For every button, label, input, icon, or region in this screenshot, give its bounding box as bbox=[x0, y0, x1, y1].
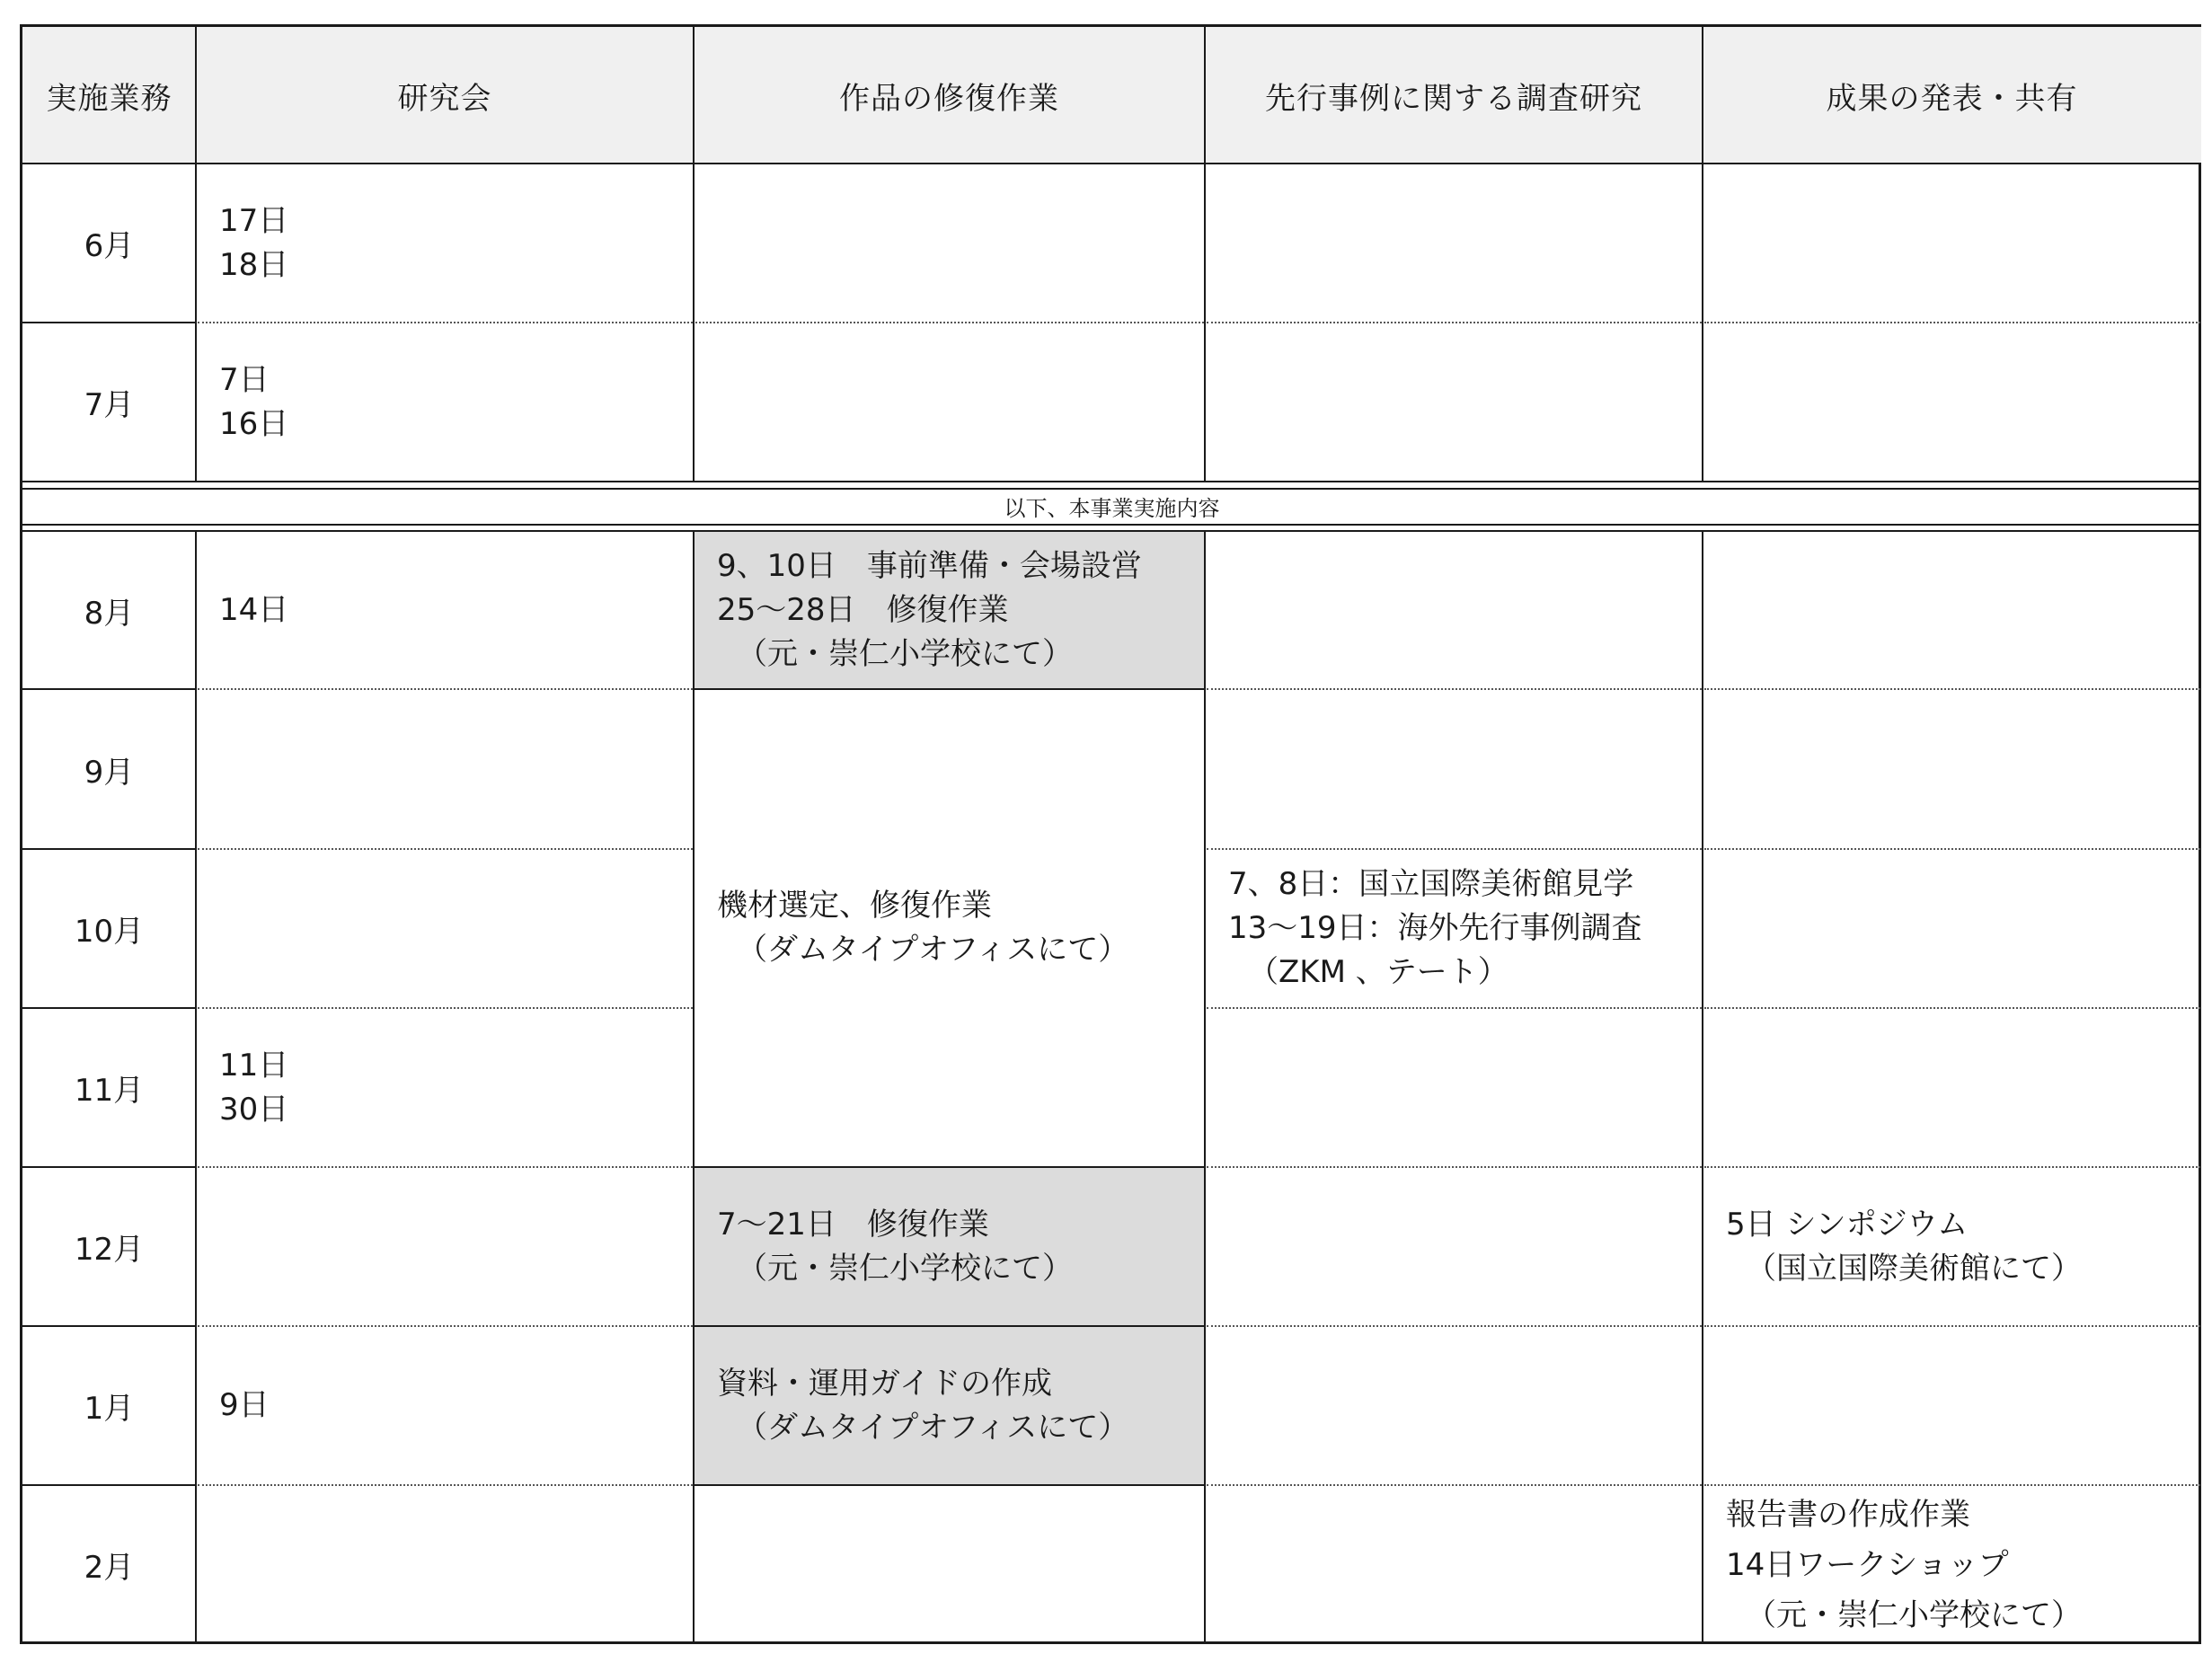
dot-kenkyukai-2 bbox=[198, 688, 693, 690]
shufuku-aug-line-1: 9、10日 事前準備・会場設営 bbox=[717, 547, 1142, 584]
rule-month-5 bbox=[22, 1166, 196, 1168]
col-rule-3-top bbox=[1204, 27, 1206, 482]
col-rule-3-bottom bbox=[1204, 531, 1206, 1641]
col-rule-2-top bbox=[693, 27, 695, 482]
chosa-oct bbox=[1205, 849, 1703, 1008]
dot-chosa-6 bbox=[1207, 1325, 1702, 1327]
kenkyukai-nov bbox=[196, 1008, 694, 1167]
rule-shufuku-aug-bottom bbox=[694, 688, 1205, 690]
kenkyukai-nov-line-1: 11日 bbox=[219, 1047, 289, 1084]
month-sep: 9月 bbox=[84, 754, 135, 791]
separator-banner: 以下、本事業実施内容 bbox=[1004, 496, 1220, 521]
header-shufuku: 作品の修復作業 bbox=[694, 27, 1205, 164]
dot-kenkyukai-7 bbox=[198, 1484, 693, 1486]
rule-month-3 bbox=[22, 848, 196, 850]
col-rule-4-top bbox=[1702, 27, 1703, 482]
dot-happyo-4 bbox=[1704, 1007, 2200, 1009]
dot-kenkyukai-6 bbox=[198, 1325, 693, 1327]
rule-month-1 bbox=[22, 322, 196, 323]
shufuku-jan-line-2: （ダムタイプオフィスにて） bbox=[737, 1409, 1129, 1446]
dot-happyo-5 bbox=[1704, 1166, 2200, 1168]
happyo-feb bbox=[1703, 1485, 2201, 1644]
rule-separator-bottom-2 bbox=[22, 530, 2201, 532]
dot-chosa-3 bbox=[1207, 848, 1702, 850]
kenkyukai-jul-line-1: 7日 bbox=[219, 361, 270, 398]
happyo-dec bbox=[1703, 1167, 2201, 1326]
dot-kenkyukai-4 bbox=[198, 1007, 693, 1009]
kenkyukai-aug bbox=[196, 531, 694, 689]
rule-separator-bottom-1 bbox=[22, 524, 2201, 526]
kenkyukai-aug-line-1: 14日 bbox=[219, 591, 289, 628]
dot-chosa-4 bbox=[1207, 1007, 1702, 1009]
rule-separator-top-1 bbox=[22, 481, 2201, 482]
shufuku-jan-line-1: 資料・運用ガイドの作成 bbox=[717, 1365, 1052, 1402]
shufuku-sep-nov-line-2: （ダムタイプオフィスにて） bbox=[737, 932, 1129, 968]
happyo-feb-line-1: 報告書の作成作業 bbox=[1726, 1496, 1970, 1533]
month-feb: 2月 bbox=[84, 1550, 135, 1586]
month-jul: 7月 bbox=[84, 387, 135, 423]
dot-happyo-3 bbox=[1704, 848, 2200, 850]
rule-separator-top-2 bbox=[22, 488, 2201, 490]
dot-chosa-2 bbox=[1207, 688, 1702, 690]
rule-month-4 bbox=[22, 1007, 196, 1009]
month-aug: 8月 bbox=[84, 595, 135, 632]
kenkyukai-jan-line-1: 9日 bbox=[219, 1387, 270, 1423]
dot-happyo-2 bbox=[1704, 688, 2200, 690]
dot-kenkyukai-1 bbox=[198, 322, 693, 323]
shufuku-aug bbox=[694, 531, 1205, 689]
rule-month-7 bbox=[22, 1484, 196, 1486]
shufuku-jan bbox=[694, 1326, 1205, 1485]
dot-chosa-7 bbox=[1207, 1484, 1702, 1486]
shufuku-sep-nov bbox=[694, 689, 1205, 1167]
shufuku-aug-line-3: （元・崇仁小学校にて） bbox=[737, 635, 1073, 672]
rule-shufuku-dec-top bbox=[694, 1166, 1205, 1168]
kenkyukai-jun bbox=[196, 164, 694, 323]
shufuku-sep-nov-line-1: 機材選定、修復作業 bbox=[717, 888, 992, 924]
month-nov: 11月 bbox=[74, 1073, 145, 1109]
shufuku-dec-line-2: （元・崇仁小学校にて） bbox=[737, 1250, 1073, 1287]
col-rule-1-top bbox=[195, 27, 197, 482]
dot-kenkyukai-3 bbox=[198, 848, 693, 850]
dot-happyo-1 bbox=[1704, 322, 2200, 323]
month-dec: 12月 bbox=[74, 1232, 145, 1268]
kenkyukai-jun-line-2: 18日 bbox=[219, 246, 289, 283]
chosa-oct-line-3: （ZKM 、テート） bbox=[1248, 954, 1509, 990]
shufuku-dec-line-1: 7〜21日 修復作業 bbox=[717, 1206, 989, 1243]
schedule-table bbox=[20, 24, 2201, 1644]
kenkyukai-jun-line-1: 17日 bbox=[219, 202, 289, 239]
shufuku-aug-line-2: 25〜28日 修復作業 bbox=[717, 591, 1009, 628]
col-rule-1-bottom bbox=[195, 531, 197, 1641]
kenkyukai-nov-line-2: 30日 bbox=[219, 1091, 289, 1128]
header-jisshi-gyomu: 実施業務 bbox=[22, 27, 196, 164]
dot-kenkyukai-5 bbox=[198, 1166, 693, 1168]
rule-month-6 bbox=[22, 1325, 196, 1327]
kenkyukai-jan bbox=[196, 1326, 694, 1485]
month-jun: 6月 bbox=[84, 228, 135, 264]
rule-month-2 bbox=[22, 688, 196, 690]
happyo-feb-line-2: 14日ワークショップ bbox=[1726, 1546, 2009, 1583]
dot-happyo-6 bbox=[1704, 1325, 2200, 1327]
shufuku-dec bbox=[694, 1167, 1205, 1326]
chosa-oct-line-2: 13〜19日：海外先行事例調査 bbox=[1228, 910, 1642, 946]
rule-header-bottom bbox=[22, 163, 2201, 164]
header-happyo: 成果の発表・共有 bbox=[1703, 27, 2201, 164]
col-rule-2-bottom bbox=[693, 531, 695, 1641]
happyo-dec-line-2: （国立国際美術館にて） bbox=[1746, 1250, 2082, 1287]
header-chosa: 先行事例に関する調査研究 bbox=[1205, 27, 1703, 164]
dot-chosa-1 bbox=[1207, 322, 1702, 323]
header-kenkyukai: 研究会 bbox=[196, 27, 694, 164]
rule-shufuku-jan-top bbox=[694, 1325, 1205, 1327]
month-oct: 10月 bbox=[74, 914, 145, 950]
kenkyukai-jul bbox=[196, 323, 694, 482]
col-rule-4-bottom bbox=[1702, 531, 1703, 1641]
month-jan: 1月 bbox=[84, 1391, 135, 1427]
chosa-oct-line-1: 7、8日：国立国際美術館見学 bbox=[1228, 866, 1634, 902]
happyo-feb-line-3: （元・崇仁小学校にて） bbox=[1746, 1597, 2082, 1633]
kenkyukai-jul-line-2: 16日 bbox=[219, 405, 289, 442]
rule-shufuku-jan-bottom bbox=[694, 1484, 1205, 1486]
dot-happyo-7 bbox=[1704, 1484, 2200, 1486]
dot-chosa-5 bbox=[1207, 1166, 1702, 1168]
dot-shufuku-1 bbox=[695, 322, 1204, 323]
happyo-dec-line-1: 5日 シンポジウム bbox=[1726, 1206, 1969, 1243]
